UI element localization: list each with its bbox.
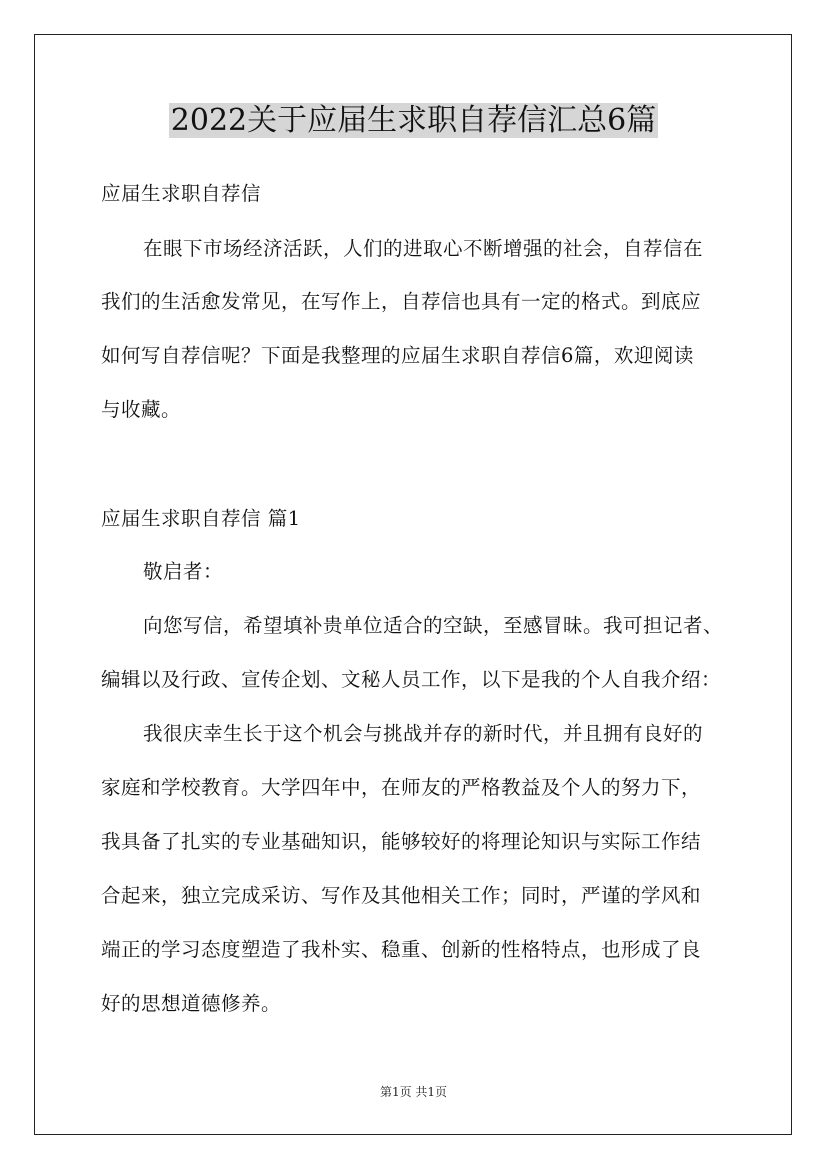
paragraph-line: 端正的学习态度塑造了我朴实、稳重、创新的性格特点，也形成了良 — [101, 938, 702, 961]
intro-line: 在眼下市场经济活跃，人们的进取心不断增强的社会，自荐信在 — [143, 237, 704, 260]
intro-line: 如何写自荐信呢？下面是我整理的应届生求职自荐信6篇，欢迎阅读 — [101, 344, 694, 367]
paragraph-line: 合起来，独立完成采访、写作及其他相关工作；同时，严谨的学风和 — [101, 884, 702, 907]
paragraph-line: 编辑以及行政、宣传企划、文秘人员工作，以下是我的个人自我介绍： — [101, 668, 722, 691]
salutation: 敬启者： — [143, 560, 224, 583]
paragraph-line: 家庭和学校教育。大学四年中，在师友的严格教益及个人的努力下， — [101, 776, 702, 799]
intro-heading: 应届生求职自荐信 — [101, 182, 262, 205]
paragraph-line: 我很庆幸生长于这个机会与挑战并存的新时代，并且拥有良好的 — [143, 722, 704, 745]
section-heading: 应届生求职自荐信 篇1 — [101, 507, 301, 530]
intro-line: 我们的生活愈发常见，在写作上，自荐信也具有一定的格式。到底应 — [101, 290, 702, 313]
paragraph-line: 向您写信，希望填补贵单位适合的空缺，至感冒昧。我可担记者、 — [143, 614, 724, 637]
intro-line: 与收藏。 — [101, 398, 182, 421]
paragraph-line: 我具备了扎实的专业基础知识，能够较好的将理论知识与实际工作结 — [101, 830, 702, 853]
page-number-footer: 第1页 共1页 — [379, 1085, 448, 1099]
paragraph-line: 好的思想道德修养。 — [101, 992, 282, 1015]
document-title: 2022关于应届生求职自荐信汇总6篇 — [170, 103, 657, 138]
